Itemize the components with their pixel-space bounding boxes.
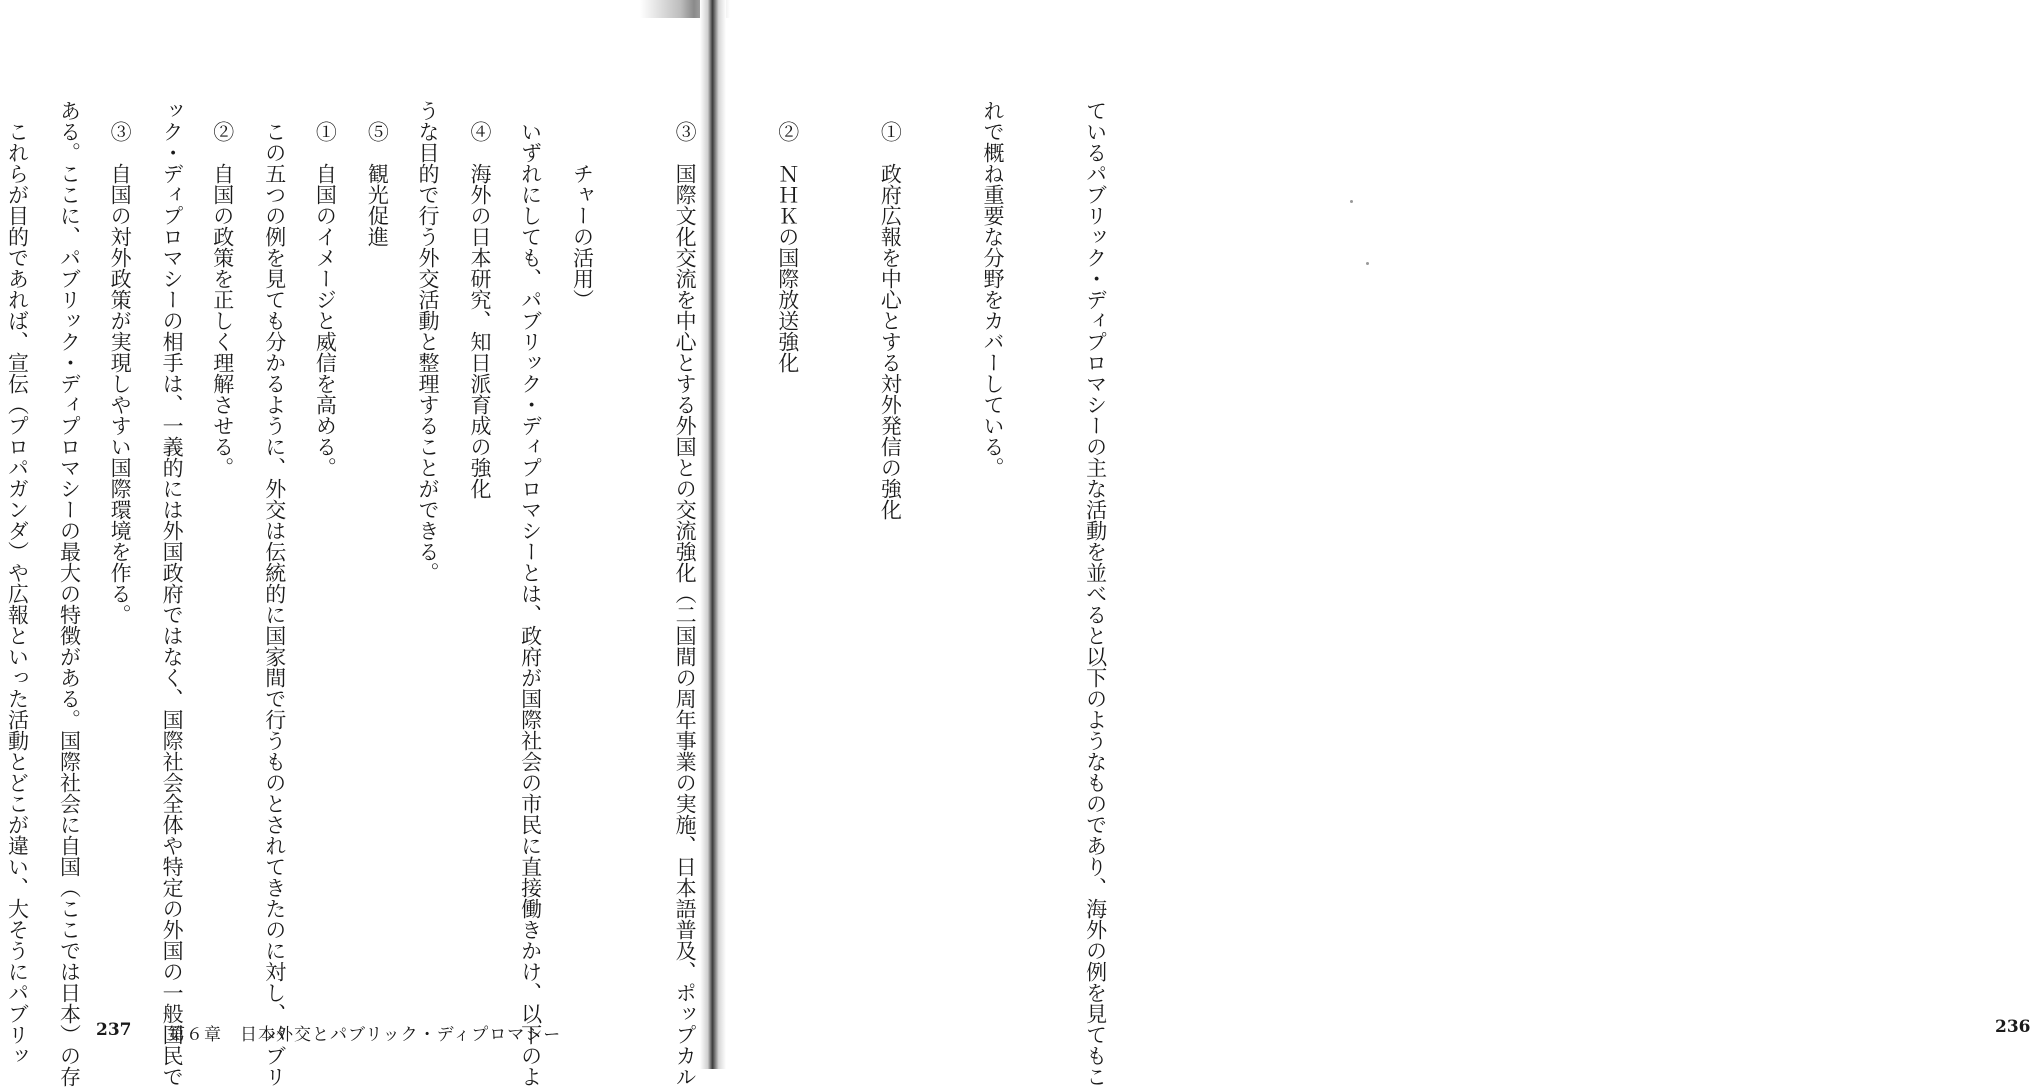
scan-speck — [1366, 262, 1369, 265]
text-line: ック・ディプロマシーの相手は、一義的には外国政府ではなく、国際社会全体や特定の外国の一般国民で — [160, 100, 185, 1087]
list-item: ③ 自国の対外政策が実現しやすい国際環境を作る。 — [108, 100, 133, 625]
list-item: ③ 国際文化交流を中心とする外国との交流強化（二国間の周年事業の実施、日本語普及、ポップカル — [673, 100, 698, 1087]
list-item-continuation: チャーの活用） — [570, 100, 595, 310]
text-line: れで概ね重要な分野をカバーしている。 — [980, 100, 1005, 478]
text-line: これらが目的であれば、宣伝（プロパガンダ）や広報といった活動とどこが違い、大そうにパブリッ — [5, 100, 30, 1066]
text-line: この五つの例を見ても分かるように、外交は伝統的に国家間で行うものとされてきたのに対し、パブリ — [262, 100, 287, 1087]
right-page-number: 236 — [1995, 1017, 2031, 1037]
list-item: ① 自国のイメージと威信を高める。 — [313, 100, 338, 478]
left-page-number: 237 — [96, 1020, 132, 1040]
list-item: ② ＮＨＫの国際放送強化 — [775, 100, 800, 373]
text-line: うな目的で行う外交活動と整理することができる。 — [415, 100, 440, 583]
scan-speck — [1350, 200, 1353, 203]
text-line: いずれにしても、パブリック・ディプロマシーとは、政府が国際社会の市民に直接働きかけ、以下のよ — [518, 100, 543, 1087]
list-item: ② 自国の政策を正しく理解させる。 — [210, 100, 235, 478]
list-item: ⑤ 観光促進 — [365, 100, 390, 247]
text-line: ある。ここに、パブリック・ディプロマシーの最大の特徴がある。国際社会に自国（ここでは日本）の存 — [57, 100, 82, 1087]
running-header: 第６章 日本外交とパブリック・ディプロマシー — [168, 1025, 562, 1045]
list-item: ④ 海外の日本研究、知日派育成の強化 — [467, 100, 492, 499]
list-item: ① 政府広報を中心とする対外発信の強化 — [878, 100, 903, 520]
text-line: ているパブリック・ディプロマシーの主な活動を並べると以下のようなものであり、海外の例を見てもこ — [1083, 100, 1108, 1087]
